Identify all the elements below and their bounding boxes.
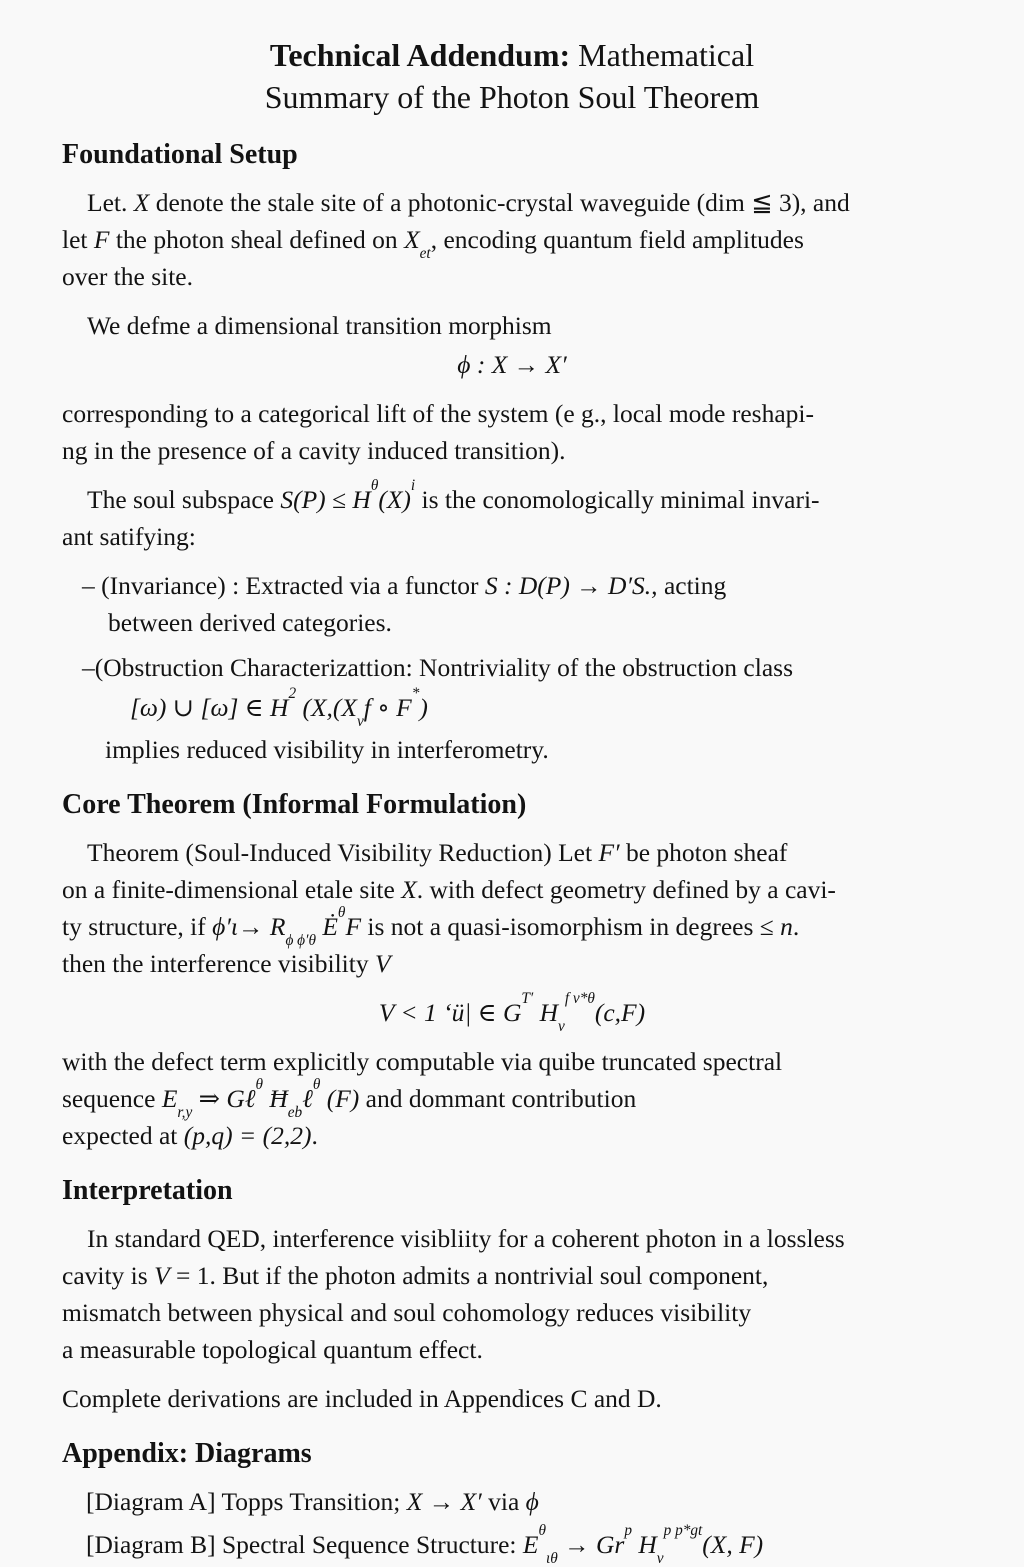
paragraph-defect-term: with the defect term explicitly computable via quibe truncated spectral sequence $E_{r,y}$ ⇒ Gℓ$^\theta$ $Ħ_{eb}\ell^\theta$ (F) and dommant contribution expected at (p,q) = (2,2). <box>62 1047 783 1150</box>
document-title <box>82 34 942 118</box>
title-line1-bold: Technical Addendum: <box>269 37 571 73</box>
heading-appendix-diagrams: Appendix: Diagrams <box>62 1438 312 1469</box>
paragraph-morphism-intro: We defme a dimensional transition morphism <box>87 311 552 340</box>
list-item-diagram-b: [Diagram B] Spectral Sequence Structure: $E^\theta_{\iota\theta} \to Gr^p$ $H_v^{p p*gt}(X$, F) <box>86 1522 764 1567</box>
heading-interpretation: Interpretation <box>62 1175 233 1206</box>
paragraph-obstruction-implies: implies reduced visibility in interferometry. <box>105 735 549 764</box>
bullet-invariance: – (Invariance) : Extracted via a functor S : D(P) → D′S., acting between derived categories. <box>82 571 727 637</box>
list-item-diagram-a: [Diagram A] Topps Transition; X → X′ via ϕ <box>86 1487 539 1516</box>
bullet-obstruction: –(Obstruction Characterizattion: Nontriviality of the obstruction class <box>82 653 793 682</box>
paragraph-soul-subspace: The soul subspace $S(P) \le H^\theta(X)^i$ is the conomologically minimal invari- ant satifying: <box>62 477 820 551</box>
paragraph-theorem-statement: Theorem (Soul-Induced Visibility Reduction) Let F′ be photon sheaf on a finite-dimensional etale site X. with defect geometry defined by a cavi- ty structure, if $\phi'\iota\to R_{\phi \phi'\theta}$ $Ė^\theta F$ is not a quasi-isomorphism in degrees ≤ n. then the interference visibility V <box>62 838 836 978</box>
paragraph-derivations-note: Complete derivations are included in Appendices C and D. <box>62 1384 662 1413</box>
equation-obstruction-class: [ω) ∪ [ω] ∈ $H^2$ ($X,(X_vf$ ∘ F*) <box>130 685 428 731</box>
equation-visibility-bound: V < 1 ‘ü| ∈ $G^{T'}$ $H_v^{f v*\theta}(c,F)$ <box>378 990 646 1036</box>
heading-foundational-setup: Foundational Setup <box>62 139 298 170</box>
equation-transition-morphism: ϕ : X → X′ <box>457 350 567 379</box>
paragraph-categorical-lift: corresponding to a categorical lift of the system (e g., local mode reshapi- ng in the presence of a cavity induced transition). <box>62 399 814 465</box>
heading-core-theorem: Core Theorem (Informal Formulation) <box>62 789 527 820</box>
paragraph-setup-intro: Let. X denote the stale site of a photonic-crystal waveguide (dim ≦ 3), and let F the photon sheal defined on $X_{et}$, encoding quantum field amplitudes over the site. <box>62 188 850 291</box>
title-line1-rest: Mathematical <box>570 37 755 73</box>
paragraph-interpretation: In standard QED, interference visibliity for a coherent photon in a lossless cavity is V = 1. But if the photon admits a nontrivial soul component, mismatch between physical and soul cohomology reduces visibility a measurable topological quantum effect. <box>62 1224 845 1364</box>
title-line2: Summary of the Photon Soul Theorem <box>264 79 760 115</box>
